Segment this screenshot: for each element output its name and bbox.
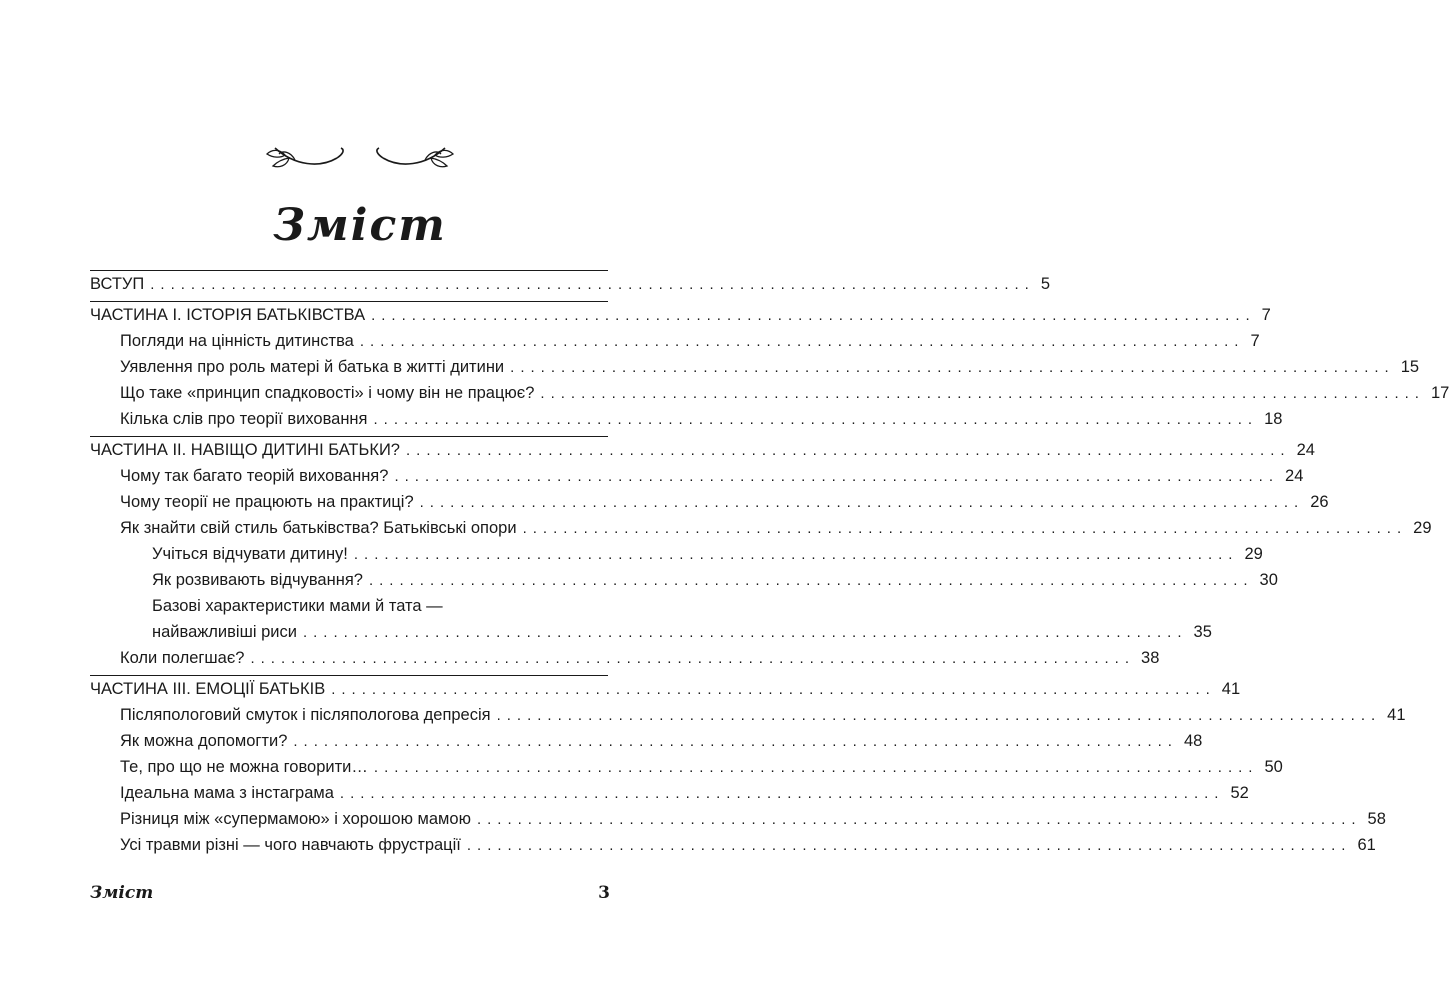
toc-page-number: 7 xyxy=(1261,306,1271,324)
toc-entry-part1[interactable] xyxy=(90,301,1271,328)
toc-page-number: 48 xyxy=(1183,732,1203,750)
toc-page-number: 24 xyxy=(1296,441,1315,459)
toc-entry-label: Чому теорії не працюють на практиці? xyxy=(120,493,414,511)
dot-leader: ....................................................................................... xyxy=(373,411,1259,428)
toc-page-number: 50 xyxy=(1264,758,1283,776)
toc-page-number: 7 xyxy=(1250,332,1260,350)
dot-leader: ....................................................................................... xyxy=(353,546,1239,563)
toc-entry-label: Як розвивають відчування? xyxy=(152,571,363,589)
toc-page-number: 29 xyxy=(1413,519,1432,537)
dot-leader: ....................................................................................... xyxy=(368,572,1254,589)
toc-page-number: 17 xyxy=(1430,384,1449,402)
dot-leader: ....................................................................................... xyxy=(405,442,1291,459)
toc-subentry-wrapped-line2[interactable] xyxy=(152,619,1212,645)
dot-leader: ....................................................................................... xyxy=(466,837,1352,854)
toc-subentry[interactable] xyxy=(152,567,1278,593)
dot-leader: ....................................................................................... xyxy=(394,468,1280,485)
dot-leader: ....................................................................................... xyxy=(339,785,1225,802)
toc-entry-label: Коли полегшає? xyxy=(120,649,245,667)
toc-subentry[interactable] xyxy=(152,541,1263,567)
page-number: 3 xyxy=(598,883,610,903)
page-title: Зміст xyxy=(273,200,447,251)
dot-leader: ....................................................................................... xyxy=(150,276,1035,293)
toc-page-number: 18 xyxy=(1264,410,1283,428)
toc-page-number: 35 xyxy=(1193,623,1212,641)
dot-leader: ....................................................................................... xyxy=(293,733,1178,750)
toc-entry-label: Що таке «принцип спадковості» і чому він не працює? xyxy=(120,384,535,402)
toc-entry-label: Як можна допомогти? xyxy=(120,732,288,750)
toc-entry[interactable] xyxy=(120,780,1249,806)
toc-page-number: 30 xyxy=(1259,571,1278,589)
toc-entry[interactable] xyxy=(120,515,1432,541)
toc-entry-label: Уявлення про роль матері й батька в житті дитини xyxy=(120,358,505,376)
dot-leader: ....................................................................................... xyxy=(496,707,1382,724)
toc-entry[interactable] xyxy=(120,463,1304,489)
toc-entry-part2[interactable] xyxy=(90,436,1315,463)
toc-entry-label: Кілька слів про теорії виховання xyxy=(120,410,368,428)
toc-page-number: 15 xyxy=(1400,358,1420,376)
toc-entry-label: Ідеальна мама з інстаграма xyxy=(120,784,334,802)
toc-entry-label: ЧАСТИНА ІІ. НАВІЩО ДИТИНІ БАТЬКИ? xyxy=(90,441,400,459)
toc-entry[interactable] xyxy=(120,380,1449,406)
dot-leader: ....................................................................................... xyxy=(373,759,1259,776)
toc-page-number: 26 xyxy=(1310,493,1329,511)
dot-leader: ....................................................................................... xyxy=(302,624,1188,641)
toc-entry[interactable] xyxy=(120,328,1260,354)
toc-entry-label: Те, про що не можна говорити… xyxy=(120,758,368,776)
running-title: Зміст xyxy=(90,883,154,903)
toc-entry[interactable] xyxy=(120,354,1420,380)
toc-entry[interactable] xyxy=(120,645,1160,671)
toc-entry-label: ЧАСТИНА І. ІСТОРІЯ БАТЬКІВСТВА xyxy=(90,306,366,324)
toc-entry[interactable] xyxy=(120,489,1329,515)
toc-entry-vstup[interactable] xyxy=(90,270,1051,297)
toc-entry-label: Різниця між «супермамою» і хорошою мамою xyxy=(120,810,471,828)
toc-entry-label: Базові характеристики мами й тата — xyxy=(152,597,443,615)
toc-entry[interactable] xyxy=(120,728,1203,754)
toc-entry-label: Усі травми різні — чого навчають фрустрації xyxy=(120,836,461,854)
toc-page-number: 58 xyxy=(1367,810,1386,828)
toc-entry-label: ЧАСТИНА ІІІ. ЕМОЦІЇ БАТЬКІВ xyxy=(90,680,326,698)
toc-page-number: 24 xyxy=(1285,467,1304,485)
toc-entry[interactable] xyxy=(120,754,1283,780)
toc-page-number: 29 xyxy=(1244,545,1263,563)
toc-subentry-wrapped-line1[interactable] xyxy=(152,593,608,619)
table-of-contents xyxy=(90,270,1449,858)
leaf-swirl-ornament-icon xyxy=(265,138,455,174)
toc-entry[interactable] xyxy=(120,702,1406,728)
toc-entry-label: найважливіші риси xyxy=(152,623,297,641)
toc-entry-label: Учіться відчувати дитину! xyxy=(152,545,348,563)
toc-entry-label: Післяпологовий смуток і післяпологова депресія xyxy=(120,706,491,724)
toc-page-number: 38 xyxy=(1141,649,1160,667)
toc-entry[interactable] xyxy=(120,406,1283,432)
toc-page-number: 52 xyxy=(1230,784,1249,802)
toc-entry-label: Погляди на цінність дитинства xyxy=(120,332,354,350)
toc-entry-label: Чому так багато теорій виховання? xyxy=(120,467,389,485)
dot-leader: ....................................................................................... xyxy=(510,359,1395,376)
dot-leader: ....................................................................................... xyxy=(371,307,1256,324)
toc-entry[interactable] xyxy=(120,832,1376,858)
dot-leader: ....................................................................................... xyxy=(540,385,1425,402)
toc-page-number: 41 xyxy=(1221,680,1241,698)
toc-page-number: 61 xyxy=(1357,836,1376,854)
dot-leader: ....................................................................................... xyxy=(522,520,1408,537)
dot-leader: ....................................................................................... xyxy=(476,811,1362,828)
toc-page-number: 41 xyxy=(1387,706,1406,724)
toc-page-number: 5 xyxy=(1040,275,1051,293)
toc-entry-part3[interactable] xyxy=(90,675,1241,702)
toc-entry-label: Як знайти свій стиль батьківства? Батьківські опори xyxy=(120,519,517,537)
dot-leader: ....................................................................................... xyxy=(419,494,1305,511)
dot-leader: ....................................................................................... xyxy=(331,681,1216,698)
dot-leader: ....................................................................................... xyxy=(250,650,1136,667)
dot-leader: ....................................................................................... xyxy=(359,333,1245,350)
toc-entry[interactable] xyxy=(120,806,1386,832)
toc-entry-label: ВСТУП xyxy=(90,275,145,293)
